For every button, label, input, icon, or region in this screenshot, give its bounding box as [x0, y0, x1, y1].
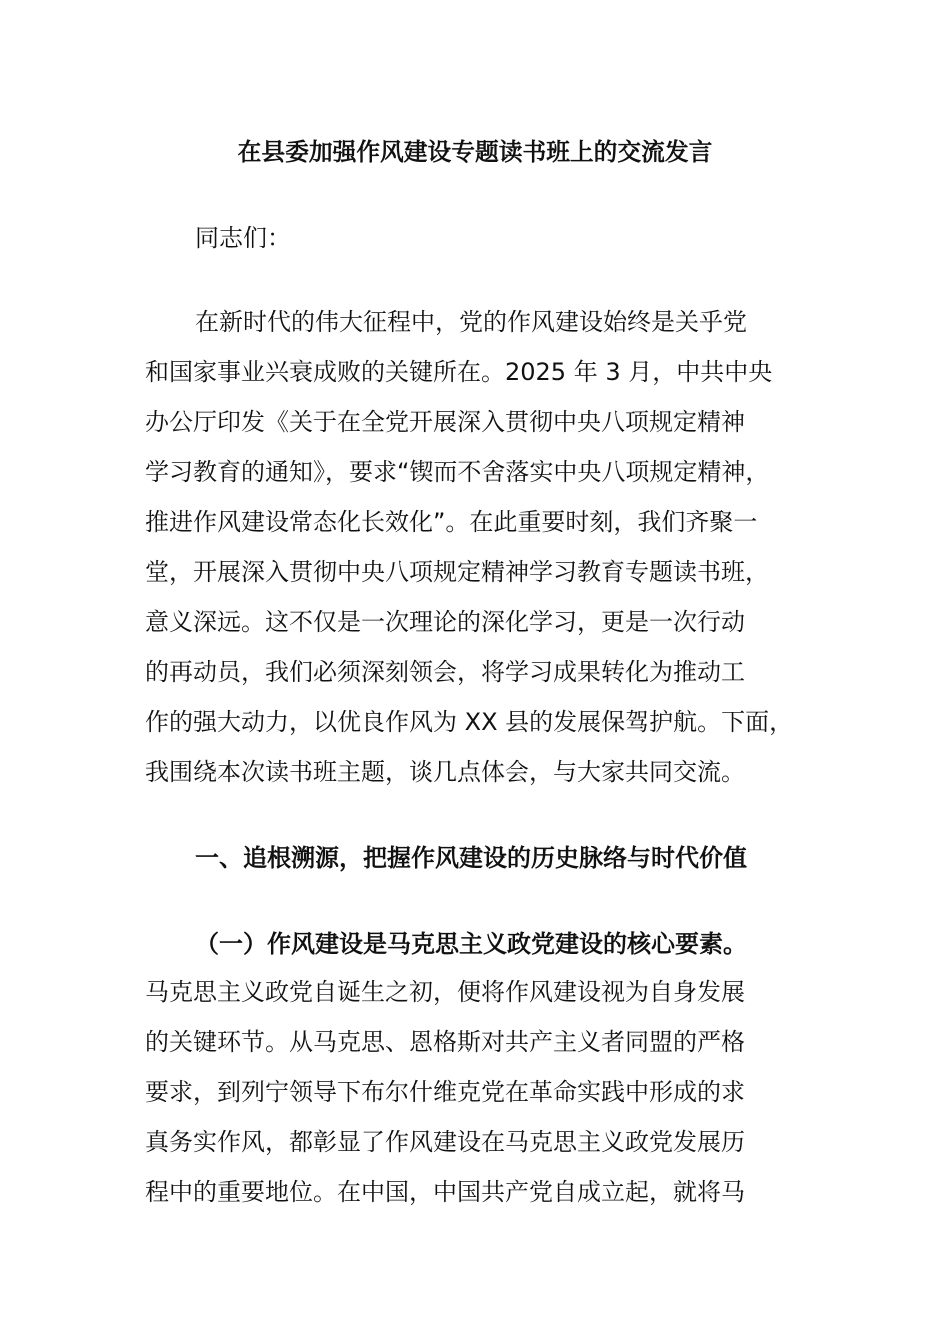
- subsection-heading: （一）作风建设是马克思主义政党建设的核心要素。: [195, 930, 747, 958]
- paragraph-line: 和国家事业兴衰成败的关键所在。2025 年 3 月，中共中央: [145, 358, 773, 386]
- paragraph-line: 学习教育的通知》，要求“锲而不舍落实中央八项规定精神，: [145, 458, 770, 486]
- document-title: 在县委加强作风建设专题读书班上的交流发言: [237, 138, 713, 166]
- paragraph-line: 我围绕本次读书班主题，谈几点体会，与大家共同交流。: [145, 758, 745, 786]
- paragraph-line: 意义深远。这不仅是一次理论的深化学习，更是一次行动: [145, 608, 745, 636]
- paragraph-line: 推进作风建设常态化长效化”。在此重要时刻，我们齐聚一: [145, 508, 758, 536]
- paragraph-line: 作的强大动力，以优良作风为 XX 县的发展保驾护航。下面，: [145, 708, 794, 736]
- paragraph-line: 的再动员，我们必须深刻领会，将学习成果转化为推动工: [145, 658, 745, 686]
- paragraph-line: 真务实作风，都彰显了作风建设在马克思主义政党发展历: [145, 1128, 745, 1156]
- paragraph-line: 程中的重要地位。在中国，中国共产党自成立起，就将马: [145, 1178, 745, 1206]
- section-heading: 一、追根溯源，把握作风建设的历史脉络与时代价值: [195, 844, 747, 872]
- salutation: 同志们：: [195, 224, 291, 252]
- paragraph-line: 在新时代的伟大征程中，党的作风建设始终是关乎党: [195, 308, 747, 336]
- paragraph-line: 的关键环节。从马克思、恩格斯对共产主义者同盟的严格: [145, 1028, 745, 1056]
- paragraph-line: 办公厅印发《关于在全党开展深入贯彻中央八项规定精神: [145, 408, 745, 436]
- paragraph-line: 要求，到列宁领导下布尔什维克党在革命实践中形成的求: [145, 1078, 745, 1106]
- paragraph-line: 堂，开展深入贯彻中央八项规定精神学习教育专题读书班，: [145, 558, 769, 586]
- paragraph-line: 马克思主义政党自诞生之初，便将作风建设视为自身发展: [145, 978, 745, 1006]
